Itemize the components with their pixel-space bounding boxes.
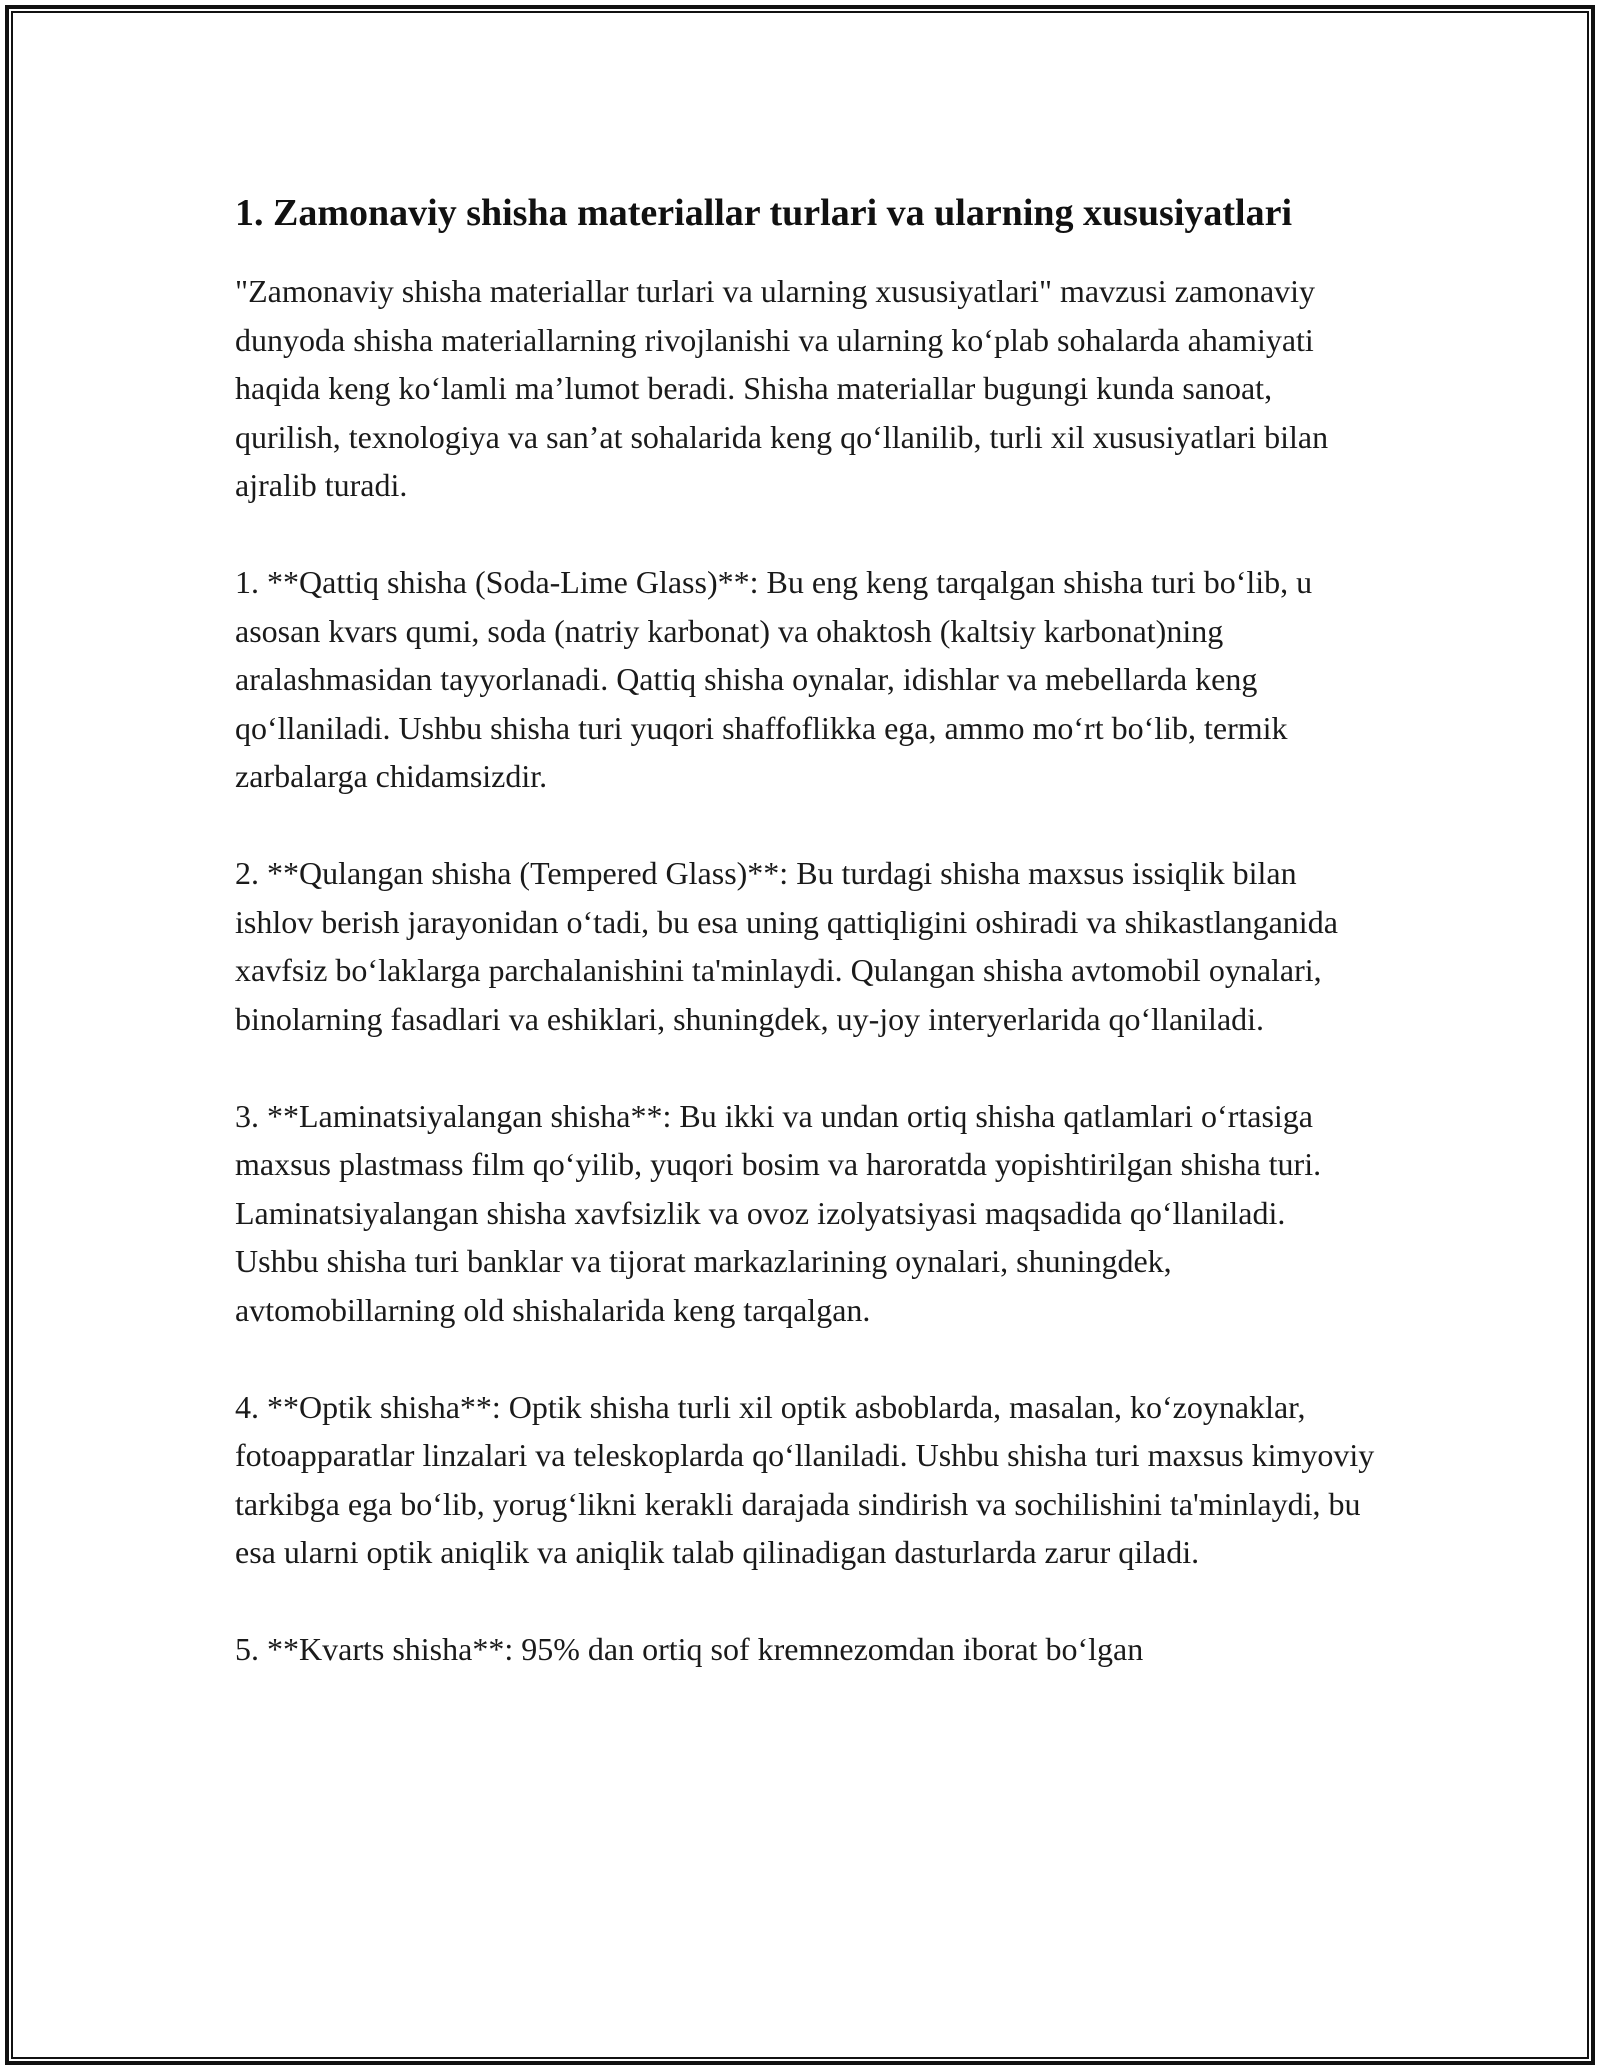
- intro-paragraph: "Zamonaviy shisha materiallar turlari va ularning xususiyatlari" mavzusi zamonaviy dunyoda shisha materiallarning rivojlanishi va ularning ko‘plab sohalarda ahamiyati haqida keng ko‘lamli ma’lumot beradi. Shisha materiallar bugungi kunda sanoat, qurilish, texnologiya va san’at sohalarida keng qo‘llanilib, turli xil xususiyatlari bilan ajralib turadi.: [235, 273, 1329, 503]
- document-body: [235, 185, 1375, 1674]
- paragraph-laminated-glass: 3. **Laminatsiyalangan shisha**: Bu ikki va undan ortiq shisha qatlamlari o‘rtasiga maxsus plastmass film qo‘yilib, yuqori bosim va haroratda yopishtirilgan shisha turi. Laminatsiyalangan shisha xavfsizlik va ovoz izolyatsiyasi maqsadida qo‘llaniladi. Ushbu shisha turi banklar va tijorat markazlarining oynalari, shuningdek, avtomobillarning old shishalarida keng tarqalgan.: [235, 1097, 1322, 1328]
- page-title: 1. Zamonaviy shisha materiallar turlari va ularning xususiyatlari: [235, 192, 1293, 234]
- paragraph-quartz-glass: 5. **Kvarts shisha**: 95% dan ortiq sof kremnezomdan iborat bo‘lgan: [235, 1631, 1144, 1667]
- paragraph-optical-glass: 4. **Optik shisha**: Optik shisha turli xil optik asboblarda, masalan, ko‘zoynaklar, fotoapparatlar linzalari va teleskoplarda qo‘llaniladi. Ushbu shisha turi maxsus kimyoviy tarkibga ega bo‘lib, yorug‘likni kerakli darajada sindirish va sochilishini ta'minlaydi, bu esa ularni optik aniqlik va aniqlik talab qilinadigan dasturlarda zarur qiladi.: [235, 1388, 1375, 1570]
- paragraph-soda-lime-glass: 1. **Qattiq shisha (Soda-Lime Glass)**: Bu eng keng tarqalgan shisha turi bo‘lib, u asosan kvars qumi, soda (natriy karbonat) va ohaktosh (kaltsiy karbonat)ning aralashmasidan tayyorlanadi. Qattiq shisha oynalar, idishlar va mebellarda keng qo‘llaniladi. Ushbu shisha turi yuqori shaffoflikka ega, ammo mo‘rt bo‘lib, termik zarbalarga chidamsizdir.: [235, 564, 1313, 794]
- paragraph-tempered-glass: 2. **Qulangan shisha (Tempered Glass)**: Bu turdagi shisha maxsus issiqlik bilan ishlov berish jarayonidan o‘tadi, bu esa uning qattiqligini oshiradi va shikastlanganida xavfsiz bo‘laklarga parchalanishini ta'minlaydi. Qulangan shisha avtomobil oynalari, binolarning fasadlari va eshiklari, shuningdek, uy-joy interyerlarida qo‘llaniladi.: [235, 855, 1338, 1037]
